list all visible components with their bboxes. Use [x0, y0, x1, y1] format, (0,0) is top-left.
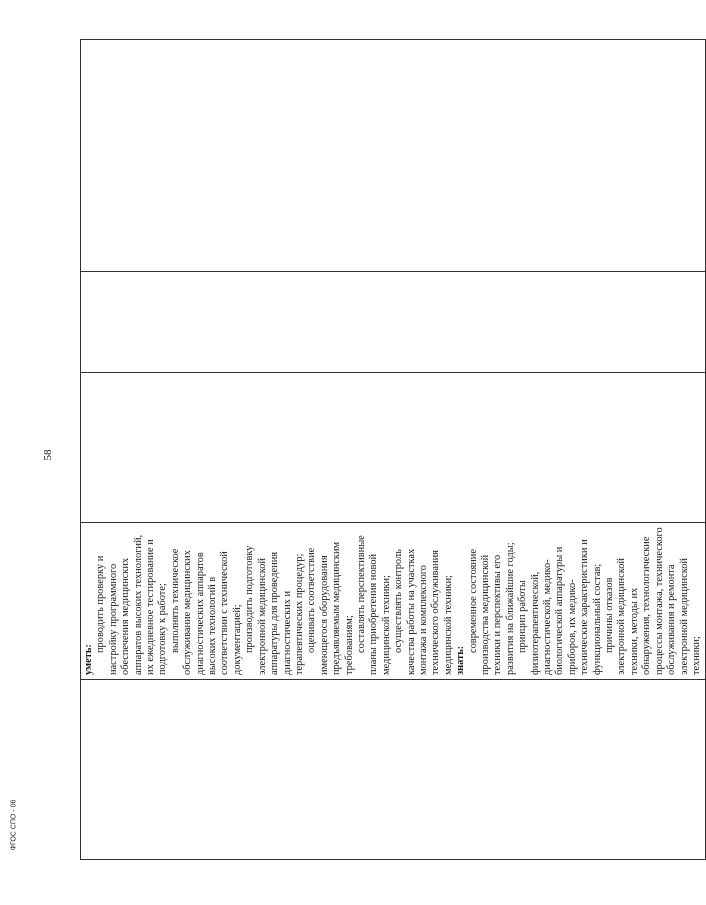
knowledge-heading: знать:	[455, 645, 467, 675]
competency-table	[80, 39, 706, 860]
skill-item: производить подготовку электронной медицинской аппаратуры для проведения диагностических и терапевтических процедур;	[244, 545, 305, 675]
skill-item: оценивать соответствие имеющегося оборудования предъявляемым медицинским требованиям;	[306, 541, 355, 675]
rotated-page-content	[80, 40, 702, 860]
skills-heading: уметь:	[83, 644, 94, 675]
table-row	[81, 40, 706, 860]
skill-item: составлять перспективные планы приобретения новой медицинской техники;	[355, 535, 392, 675]
skill-item: проводить проверку и настройку программного обеспечения медицинских аппаратов высоких технологий, их ежедневное тестирование и подготовку к работе;	[95, 534, 169, 675]
skill-item: выполнять техническое обслуживание медицинских диагностических аппаратов высоких технологий в соответствии с технической документацией;	[169, 548, 243, 675]
table-cell-codes	[81, 40, 706, 272]
table-cell-index	[81, 680, 706, 860]
page-number: 58	[42, 449, 54, 461]
knowledge-item: принцип работы физиотерапевтической, диагностической, медико-биологической аппаратуры и приборов, их медико-технические характеристики и функциональный состав;	[517, 539, 603, 675]
knowledge-item: причины отказов электронной медицинской техники, методы их обнаружения, технологические процессы монтажа, технического обслуживания и ремонта электронной медицинской техники;	[604, 527, 702, 675]
skill-item: осуществлять контроль качества работы на участках монтажа и комплексного технического обслуживания медицинской техники;	[393, 548, 454, 675]
table-cell-description	[81, 523, 706, 680]
cell-text	[81, 523, 705, 679]
knowledge-item: современное состояние производства медицинской техники и перспективы его развития на ближайшие годы;	[467, 542, 516, 675]
document-footer: ФГОС СПО - 06	[10, 799, 18, 851]
table-cell-hours-max	[81, 373, 706, 523]
table-cell-hours-class	[81, 272, 706, 373]
